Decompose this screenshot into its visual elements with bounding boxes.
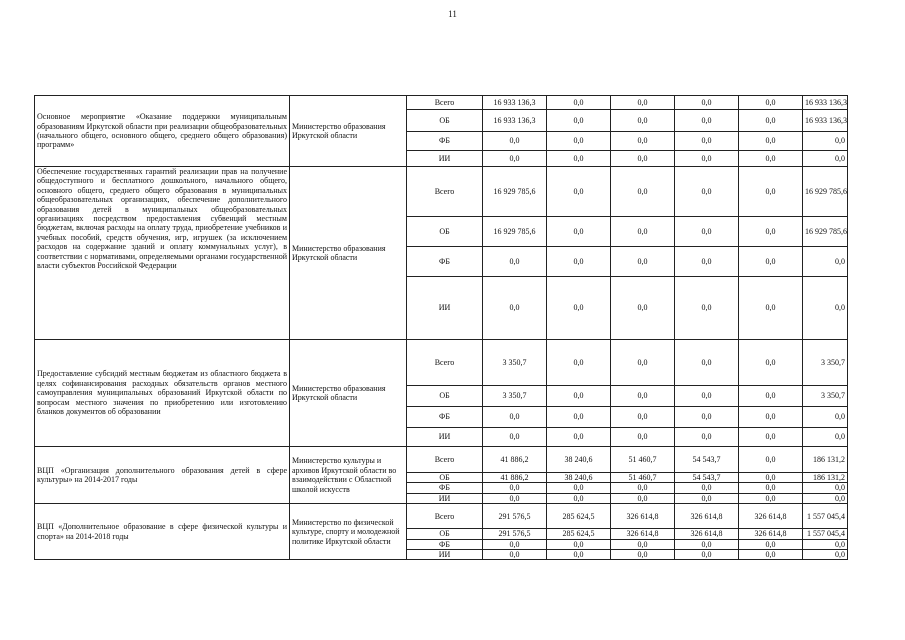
year-value: 16 933 136,3 — [483, 110, 547, 132]
year-value: 41 886,2 — [483, 473, 547, 483]
year-value: 0,0 — [675, 167, 739, 217]
table-row — [35, 167, 848, 217]
year-value: 0,0 — [675, 407, 739, 428]
year-value: 0,0 — [547, 539, 611, 549]
year-value: 0,0 — [547, 247, 611, 277]
measure-name: ВЦП «Дополнительное образование в сфере физической культуры и спорта» на 2014-2018 годы — [35, 504, 290, 560]
funding-source: ФБ — [407, 407, 483, 428]
table-body — [35, 96, 848, 560]
total-value: 186 131,2 — [803, 473, 848, 483]
year-value: 51 460,7 — [611, 447, 675, 473]
year-value: 0,0 — [611, 340, 675, 386]
year-value: 0,0 — [739, 473, 803, 483]
year-value: 0,0 — [739, 151, 803, 167]
year-value: 0,0 — [611, 550, 675, 560]
year-value: 326 614,8 — [675, 529, 739, 539]
funding-source: ОБ — [407, 217, 483, 247]
total-value: 1 557 045,4 — [803, 504, 848, 529]
table-row — [35, 504, 848, 529]
total-value: 0,0 — [803, 550, 848, 560]
total-value: 16 933 136,3 — [803, 96, 848, 110]
year-value: 0,0 — [739, 340, 803, 386]
funding-source: ИИ — [407, 550, 483, 560]
year-value: 0,0 — [675, 483, 739, 493]
year-value: 0,0 — [739, 217, 803, 247]
year-value: 0,0 — [611, 217, 675, 247]
year-value: 0,0 — [739, 96, 803, 110]
total-value: 0,0 — [803, 483, 848, 493]
year-value: 0,0 — [739, 407, 803, 428]
year-value: 0,0 — [611, 407, 675, 428]
year-value: 54 543,7 — [675, 473, 739, 483]
year-value: 0,0 — [547, 217, 611, 247]
year-value: 0,0 — [675, 550, 739, 560]
total-value: 3 350,7 — [803, 386, 848, 407]
funding-source: ОБ — [407, 110, 483, 132]
executor-name: Министерство образования Иркутской области — [290, 167, 407, 340]
funding-source: ОБ — [407, 473, 483, 483]
year-value: 0,0 — [611, 483, 675, 493]
year-value: 326 614,8 — [611, 504, 675, 529]
total-value: 0,0 — [803, 132, 848, 151]
year-value: 0,0 — [675, 132, 739, 151]
year-value: 0,0 — [739, 493, 803, 503]
year-value: 291 576,5 — [483, 529, 547, 539]
year-value: 0,0 — [675, 428, 739, 447]
table-row — [35, 340, 848, 386]
funding-source: ФБ — [407, 539, 483, 549]
year-value: 0,0 — [611, 428, 675, 447]
executor-name: Министерство культуры и архивов Иркутской области во взаимодействии с Областной школой искусств — [290, 447, 407, 504]
year-value: 285 624,5 — [547, 504, 611, 529]
year-value: 326 614,8 — [611, 529, 675, 539]
year-value: 0,0 — [483, 493, 547, 503]
year-value: 0,0 — [739, 447, 803, 473]
total-value: 16 929 785,6 — [803, 167, 848, 217]
year-value: 0,0 — [483, 550, 547, 560]
year-value: 0,0 — [547, 151, 611, 167]
year-value: 0,0 — [611, 277, 675, 340]
year-value: 0,0 — [611, 247, 675, 277]
year-value: 0,0 — [611, 132, 675, 151]
year-value: 0,0 — [739, 132, 803, 151]
table-row — [35, 96, 848, 110]
year-value: 0,0 — [611, 493, 675, 503]
year-value: 0,0 — [547, 132, 611, 151]
year-value: 0,0 — [547, 340, 611, 386]
total-value: 1 557 045,4 — [803, 529, 848, 539]
year-value: 0,0 — [675, 151, 739, 167]
year-value: 0,0 — [483, 247, 547, 277]
year-value: 326 614,8 — [739, 504, 803, 529]
total-value: 3 350,7 — [803, 340, 848, 386]
year-value: 0,0 — [739, 550, 803, 560]
funding-source: ФБ — [407, 483, 483, 493]
year-value: 0,0 — [739, 110, 803, 132]
year-value: 0,0 — [611, 539, 675, 549]
year-value: 0,0 — [547, 110, 611, 132]
funding-source: Всего — [407, 504, 483, 529]
measure-name: Основное мероприятие «Оказание поддержки муниципальным образованиям Иркутской области при реализации общеобразовательных (начального общего, основного общего, среднего общего образования) программ» — [35, 96, 290, 167]
year-value: 0,0 — [611, 151, 675, 167]
executor-name: Министерство образования Иркутской области — [290, 340, 407, 447]
year-value: 3 350,7 — [483, 386, 547, 407]
year-value: 41 886,2 — [483, 447, 547, 473]
total-value: 0,0 — [803, 539, 848, 549]
funding-source: Всего — [407, 167, 483, 217]
year-value: 0,0 — [547, 428, 611, 447]
year-value: 0,0 — [675, 247, 739, 277]
funding-source: ФБ — [407, 132, 483, 151]
year-value: 0,0 — [675, 539, 739, 549]
year-value: 0,0 — [547, 493, 611, 503]
total-value: 16 933 136,3 — [803, 110, 848, 132]
year-value: 0,0 — [675, 110, 739, 132]
year-value: 0,0 — [483, 483, 547, 493]
funding-source: Всего — [407, 96, 483, 110]
year-value: 0,0 — [611, 167, 675, 217]
total-value: 0,0 — [803, 428, 848, 447]
year-value: 0,0 — [675, 340, 739, 386]
year-value: 3 350,7 — [483, 340, 547, 386]
year-value: 16 929 785,6 — [483, 217, 547, 247]
year-value: 326 614,8 — [675, 504, 739, 529]
year-value: 0,0 — [483, 428, 547, 447]
year-value: 54 543,7 — [675, 447, 739, 473]
year-value: 0,0 — [547, 96, 611, 110]
year-value: 0,0 — [547, 167, 611, 217]
year-value: 0,0 — [483, 277, 547, 340]
year-value: 0,0 — [675, 386, 739, 407]
year-value: 0,0 — [739, 277, 803, 340]
budget-table — [34, 95, 848, 560]
executor-name: Министерство по физической культуре, спорту и молодежной политике Иркутской области — [290, 504, 407, 560]
year-value: 0,0 — [675, 217, 739, 247]
year-value: 38 240,6 — [547, 473, 611, 483]
year-value: 0,0 — [739, 167, 803, 217]
funding-source: ИИ — [407, 277, 483, 340]
year-value: 291 576,5 — [483, 504, 547, 529]
year-value: 0,0 — [547, 386, 611, 407]
table-row — [35, 447, 848, 473]
funding-source: ИИ — [407, 493, 483, 503]
year-value: 0,0 — [483, 539, 547, 549]
year-value: 0,0 — [611, 386, 675, 407]
total-value: 0,0 — [803, 493, 848, 503]
year-value: 0,0 — [739, 247, 803, 277]
year-value: 285 624,5 — [547, 529, 611, 539]
total-value: 16 929 785,6 — [803, 217, 848, 247]
year-value: 38 240,6 — [547, 447, 611, 473]
funding-source: ИИ — [407, 151, 483, 167]
year-value: 16 929 785,6 — [483, 167, 547, 217]
year-value: 0,0 — [675, 277, 739, 340]
funding-source: Всего — [407, 340, 483, 386]
funding-source: ФБ — [407, 247, 483, 277]
total-value: 0,0 — [803, 277, 848, 340]
year-value: 0,0 — [675, 96, 739, 110]
total-value: 186 131,2 — [803, 447, 848, 473]
year-value: 0,0 — [739, 483, 803, 493]
page-number: 11 — [448, 9, 457, 19]
measure-name: ВЦП «Организация дополнительного образования детей в сфере культуры» на 2014-2017 годы — [35, 447, 290, 504]
year-value: 0,0 — [547, 550, 611, 560]
measure-name: Обеспечение государственных гарантий реализации прав на получение общедоступного и бесплатного дошкольного, начального общего, основного общего, среднего общего образования в муниципальных общеобразовательных организациях, обеспечение дополнительного образования детей в муниципальных общеобразовательных организациях посредством предоставления субвенций местным бюджетам, включая расходы на оплату труда, приобретение учебников и учебных пособий, средств обучения, игр, игрушек (за исключением расходов на содержание зданий и оплату коммунальных услуг), в соответствии с нормативами, определяемыми органами государственной власти субъектов Российской Федерации — [35, 167, 290, 340]
year-value: 16 933 136,3 — [483, 96, 547, 110]
year-value: 0,0 — [483, 407, 547, 428]
year-value: 0,0 — [739, 386, 803, 407]
year-value: 0,0 — [483, 151, 547, 167]
funding-source: ОБ — [407, 386, 483, 407]
year-value: 326 614,8 — [739, 529, 803, 539]
funding-source: ИИ — [407, 428, 483, 447]
year-value: 0,0 — [611, 110, 675, 132]
year-value: 51 460,7 — [611, 473, 675, 483]
measure-name: Предоставление субсидий местным бюджетам из областного бюджета в целях софинансирования расходных обязательств органов местного самоуправления муниципальных образований Иркутской области по вопросам местного значения по приобретению или изготовлению бланков документов об образовании — [35, 340, 290, 447]
executor-name: Министерство образования Иркутской области — [290, 96, 407, 167]
total-value: 0,0 — [803, 151, 848, 167]
year-value: 0,0 — [547, 277, 611, 340]
year-value: 0,0 — [675, 493, 739, 503]
total-value: 0,0 — [803, 407, 848, 428]
year-value: 0,0 — [547, 407, 611, 428]
funding-source: Всего — [407, 447, 483, 473]
year-value: 0,0 — [547, 483, 611, 493]
year-value: 0,0 — [611, 96, 675, 110]
funding-source: ОБ — [407, 529, 483, 539]
year-value: 0,0 — [739, 428, 803, 447]
year-value: 0,0 — [739, 539, 803, 549]
total-value: 0,0 — [803, 247, 848, 277]
year-value: 0,0 — [483, 132, 547, 151]
